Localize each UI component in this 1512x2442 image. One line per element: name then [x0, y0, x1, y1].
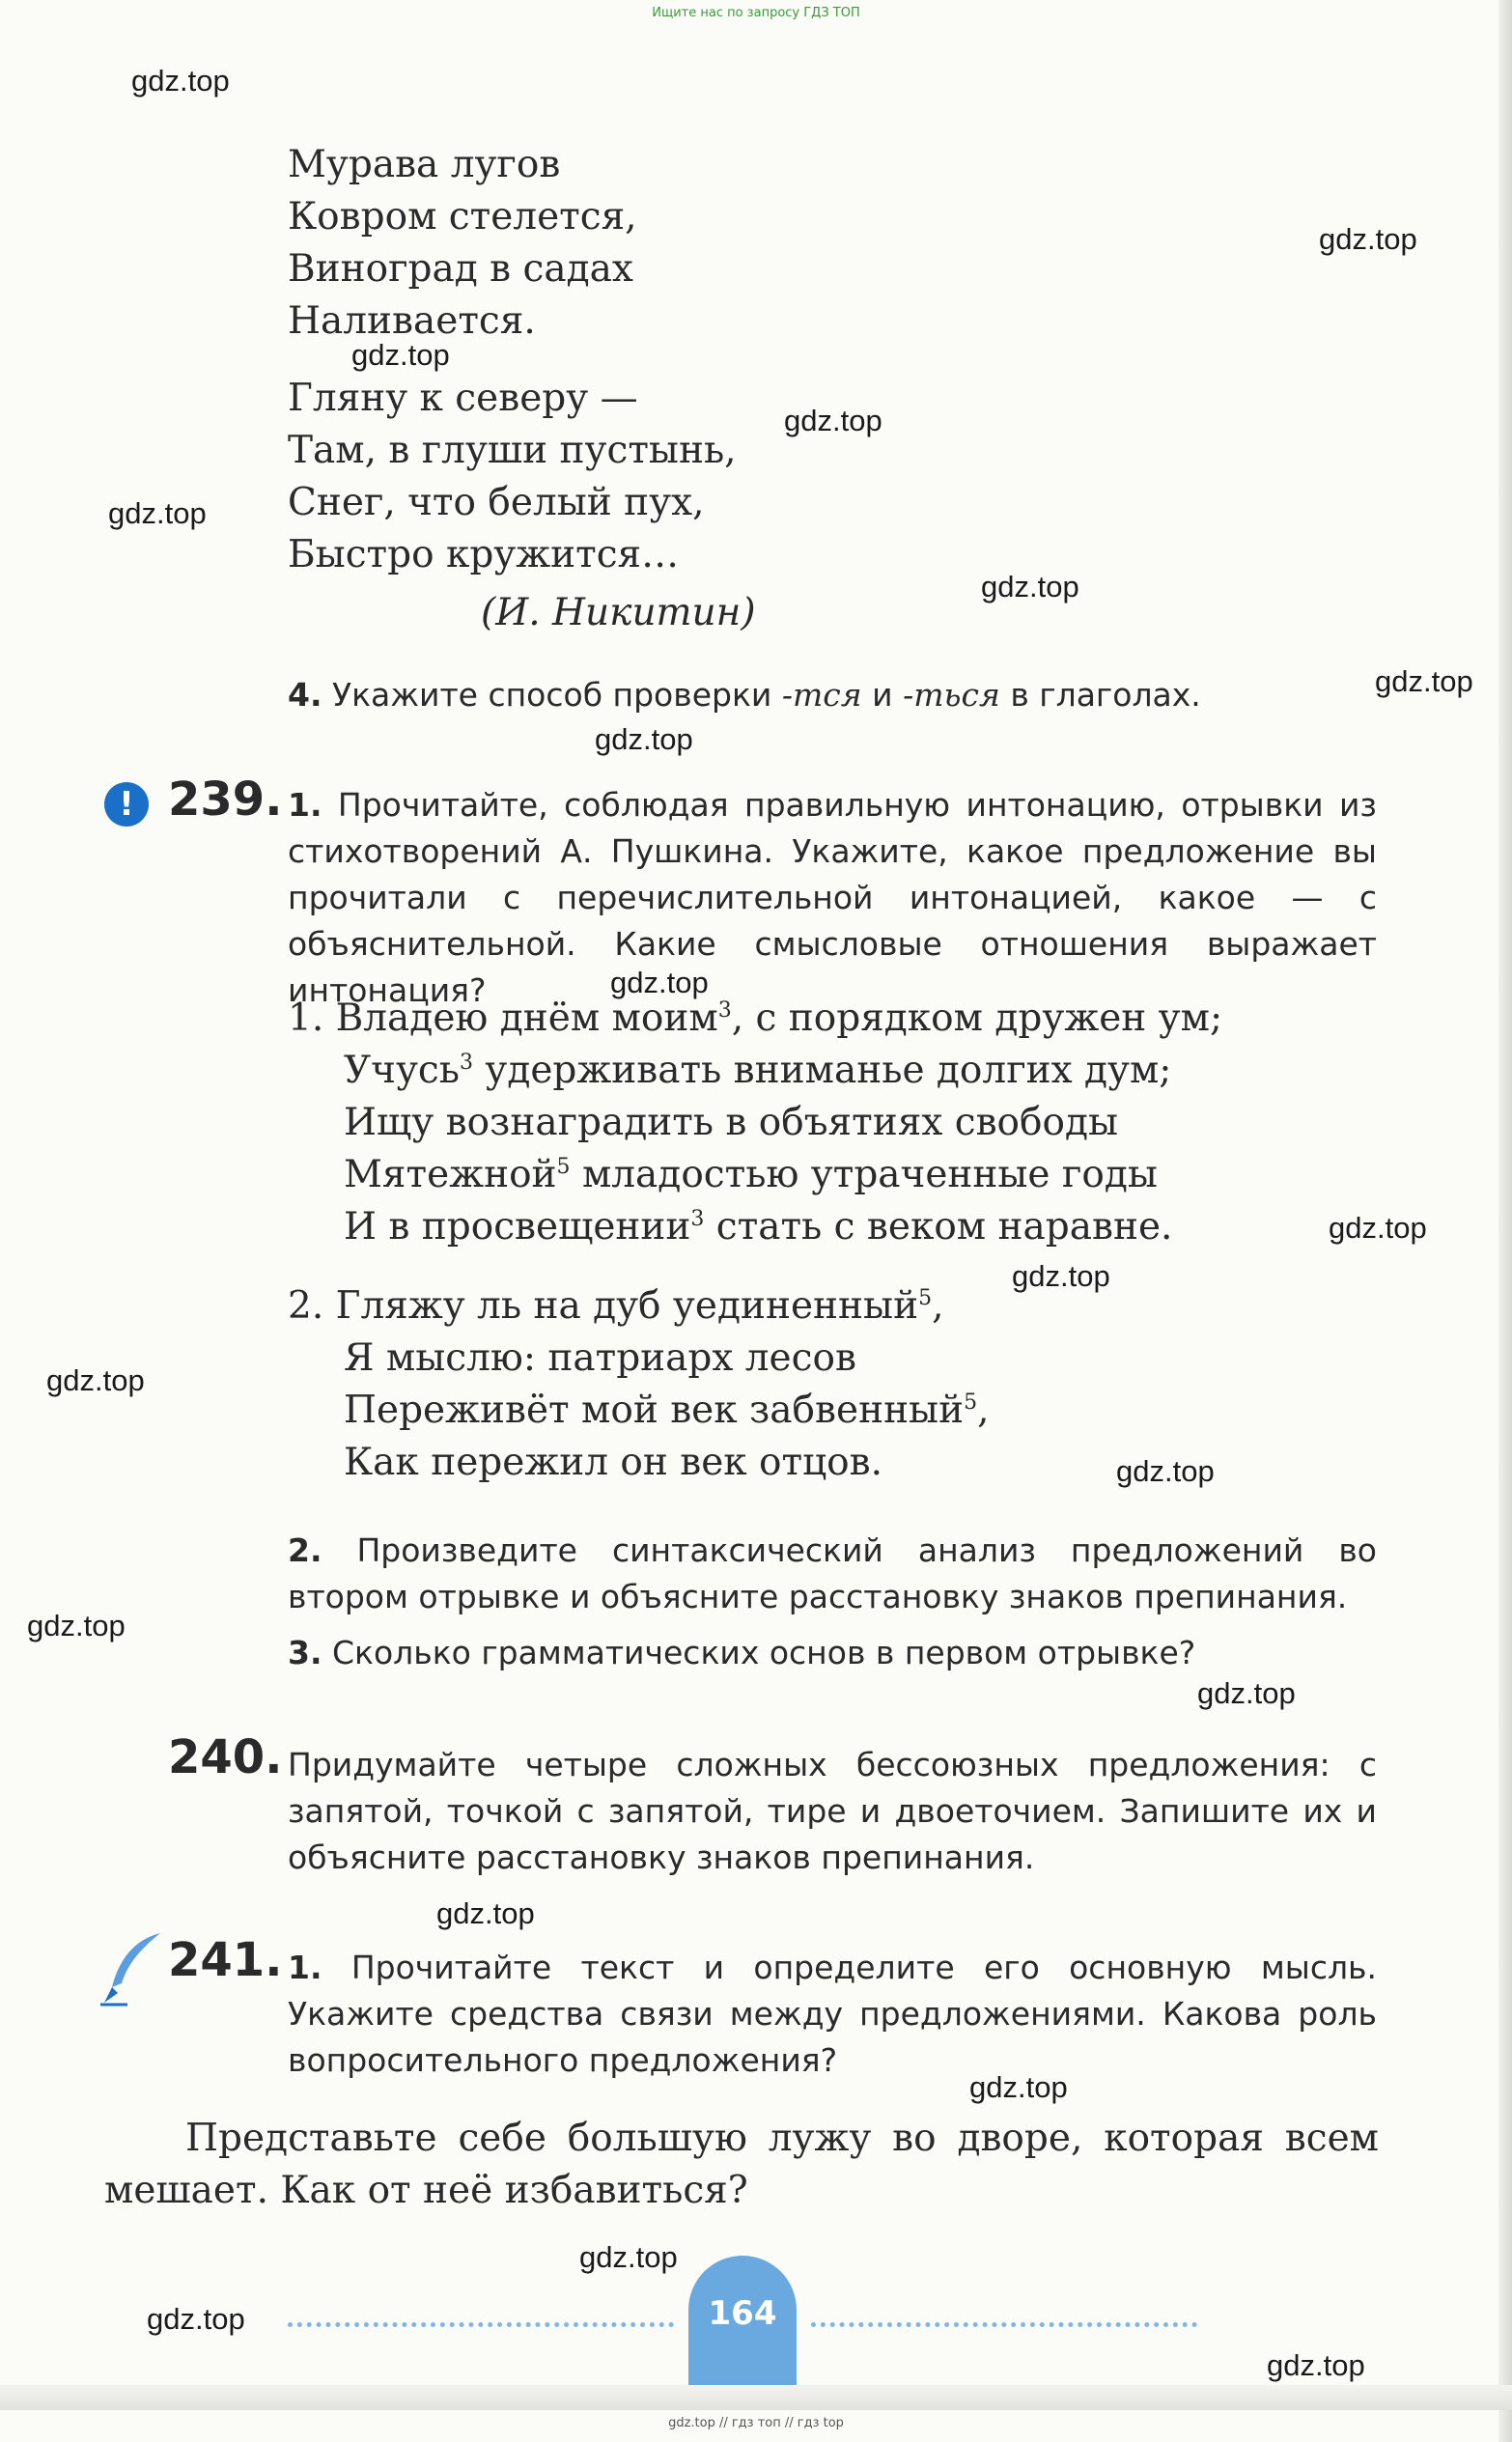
- header-note: Ищите нас по запросу ГДЗ ТОП: [652, 6, 860, 20]
- task-text: и: [872, 676, 893, 714]
- ending-example: -тся: [781, 676, 862, 714]
- footer-note: gdz.top // гдз топ // гдз top: [668, 2416, 844, 2430]
- line-text: стать с веком наравне.: [704, 1205, 1173, 1249]
- pushkin-fragment-1: [288, 993, 1222, 1253]
- line-text: И в просвещении: [344, 1205, 691, 1249]
- poem-line: Как пережил он век отцов.: [344, 1441, 883, 1484]
- exercise-number-241: 241.: [168, 1933, 283, 1987]
- line-text: удерживать вниманье долгих дум;: [473, 1049, 1172, 1092]
- task-text: Прочитайте, соблюдая правильную интонацию, отрывки из стихотворений А. Пушкина. Укажите, какое предложение вы прочитали с перечислительной интонацией, какое — с объяснительной. Какие смысловые отношения выражает интонация?: [288, 786, 1377, 1009]
- poem-line: [288, 1149, 1222, 1201]
- fragment-number: 2.: [288, 1284, 324, 1328]
- line-text: Владею днём моим: [335, 996, 718, 1040]
- poem-line: [288, 1385, 990, 1437]
- watermark: gdz.top: [1267, 2348, 1365, 2382]
- attention-icon: !: [104, 782, 149, 827]
- watermark: gdz.top: [969, 2070, 1068, 2104]
- pushkin-fragment-2: [288, 1280, 990, 1489]
- task-text: Укажите способ проверки: [332, 676, 772, 714]
- poem-line: Ковром стелется,: [288, 195, 637, 239]
- poem-line: Ищу вознаградить в объятиях свободы: [344, 1101, 1119, 1144]
- watermark: gdz.top: [1319, 222, 1417, 256]
- watermark: gdz.top: [436, 1896, 535, 1930]
- line-text: Переживёт мой век забвенный: [344, 1389, 965, 1432]
- watermark: gdz.top: [1329, 1211, 1427, 1245]
- exercise-239-task-1: [288, 782, 1377, 1014]
- watermark: gdz.top: [27, 1609, 126, 1642]
- ending-example: -ться: [903, 676, 1000, 714]
- exercise-number-240: 240.: [168, 1730, 283, 1784]
- poem-line: Снег, что белый пух,: [288, 481, 705, 524]
- poem-line: [288, 1045, 1222, 1097]
- watermark: gdz.top: [1116, 1454, 1215, 1488]
- poem-line: [288, 1201, 1222, 1253]
- line-text: ,: [932, 1284, 944, 1328]
- footnote-ref: 5: [964, 1390, 978, 1415]
- watermark: gdz.top: [981, 570, 1079, 603]
- poem-line: Наливается.: [288, 299, 536, 343]
- poem-author: (И. Никитин): [481, 591, 756, 634]
- poem-line: [288, 1280, 990, 1333]
- footnote-ref: 3: [460, 1051, 473, 1075]
- exercise-239-task-2: [288, 1528, 1377, 1620]
- footnote-ref: 5: [556, 1155, 571, 1179]
- page-bottom-edge: [0, 2385, 1512, 2410]
- poem-line: Быстро кружится…: [288, 533, 680, 576]
- watermark: gdz.top: [108, 496, 207, 530]
- poem-line: Гляну к северу —: [288, 377, 638, 420]
- line-text: ,: [977, 1389, 990, 1432]
- watermark: gdz.top: [1197, 1676, 1296, 1710]
- task-number: 2.: [288, 1531, 322, 1569]
- task-4: [288, 672, 1201, 718]
- task-text: Сколько грамматических основ в первом отрывке?: [332, 1634, 1196, 1671]
- page-number: 164: [688, 2256, 797, 2387]
- watermark: gdz.top: [1012, 1259, 1110, 1293]
- page-divider-right: [811, 2322, 1197, 2327]
- task-text: Прочитайте текст и определите его основную мысль. Укажите средства связи между предложениями. Какова роль вопросительного предложения?: [288, 1949, 1377, 2079]
- text-passage: Представьте себе большую лужу во дворе, которая всем мешает. Как от неё избавиться?: [104, 2117, 1379, 2212]
- watermark: gdz.top: [131, 64, 230, 98]
- task-number: 4.: [288, 676, 322, 714]
- task-text: Произведите синтаксический анализ предложений во втором отрывке и объясните расстановку знаков препинания.: [288, 1531, 1377, 1615]
- watermark: gdz.top: [784, 404, 882, 437]
- exercise-241-task-1: [288, 1945, 1377, 2084]
- footnote-ref: 3: [717, 998, 732, 1023]
- poem-line: Виноград в садах: [288, 247, 633, 291]
- poem-line: Я мыслю: патриарх лесов: [344, 1336, 856, 1380]
- line-text: , с порядком дружен ум;: [731, 996, 1223, 1040]
- footnote-ref: 5: [918, 1286, 933, 1310]
- poem-line: Там, в глуши пустынь,: [288, 429, 737, 472]
- exercise-239-task-3: [288, 1630, 1377, 1676]
- page-divider-left: [288, 2322, 674, 2327]
- watermark: gdz.top: [1375, 664, 1473, 698]
- line-text: Гляжу ль на дуб уединенный: [335, 1284, 919, 1328]
- task-text: в глаголах.: [1010, 676, 1201, 714]
- exercise-240-text: Придумайте четыре сложных бессоюзных предложения: с запятой, точкой с запятой, тире и двоеточием. Запишите их и объясните расстановку знаков препинания.: [288, 1746, 1377, 1876]
- exercise-number-239: 239.: [168, 772, 283, 827]
- fragment-number: 1.: [288, 996, 324, 1040]
- poem-line: [288, 993, 1222, 1045]
- footnote-ref: 3: [690, 1207, 705, 1231]
- watermark: gdz.top: [610, 966, 709, 999]
- page-edge-shade: [1498, 0, 1512, 2442]
- watermark: gdz.top: [46, 1363, 145, 1397]
- task-number: 3.: [288, 1634, 322, 1671]
- poem-line: Мурава лугов: [288, 143, 561, 186]
- task-number: 1.: [288, 786, 322, 824]
- line-text: Учусь: [344, 1049, 460, 1092]
- watermark: gdz.top: [595, 722, 693, 756]
- watermark: gdz.top: [351, 338, 450, 372]
- watermark: gdz.top: [147, 2302, 245, 2336]
- task-number: 1.: [288, 1949, 322, 1986]
- watermark: gdz.top: [579, 2240, 678, 2274]
- pen-icon: [98, 1931, 166, 2007]
- line-text: Мятежной: [344, 1153, 557, 1196]
- line-text: младостью утраченные годы: [570, 1153, 1158, 1196]
